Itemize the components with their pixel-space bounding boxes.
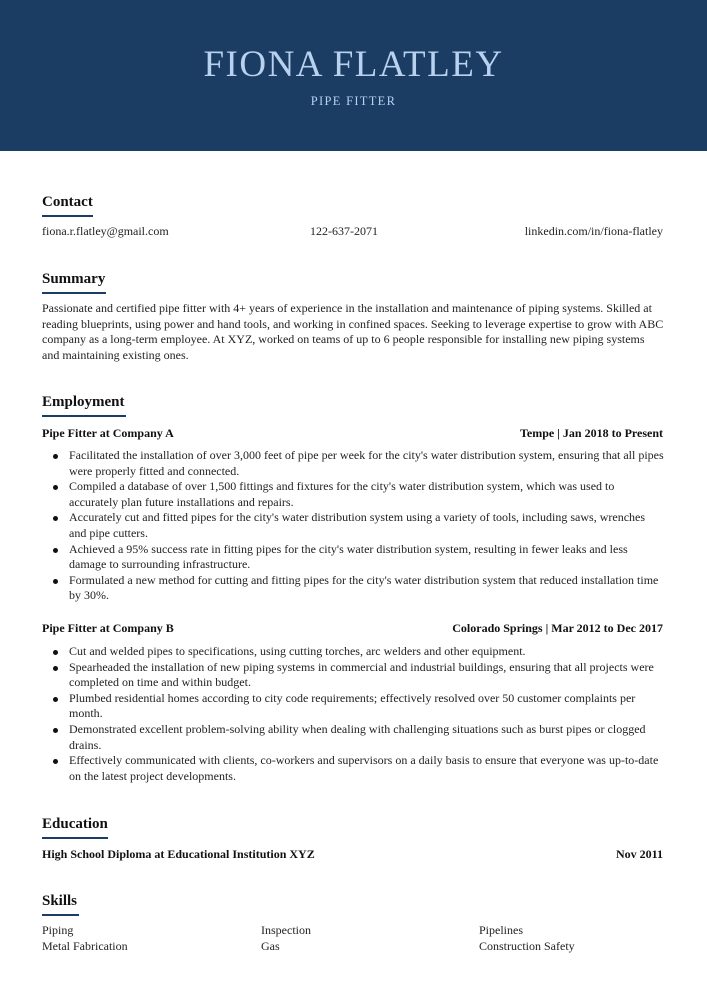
job-bullets-company-b xyxy=(42,644,664,784)
candidate-name: FIONA FLATLEY xyxy=(203,44,504,85)
section-title-summary: Summary xyxy=(42,270,106,294)
skill-item: Piping xyxy=(42,923,74,937)
list-item: Effectively communicated with clients, co-workers and supervisors on a daily basis to ensure that everyone was up-to-date on the latest project developments. xyxy=(42,753,664,784)
section-title-employment: Employment xyxy=(42,393,126,417)
list-item: Plumbed residential homes according to city code requirements; effectively resolved over 50 customer complaints per month. xyxy=(42,691,664,722)
section-underline xyxy=(42,215,93,217)
skill-item: Metal Fabrication xyxy=(42,939,128,953)
job-title-company-b: Pipe Fitter at Company B xyxy=(42,621,174,635)
job-title-company-a: Pipe Fitter at Company A xyxy=(42,426,174,440)
contact-email[interactable]: fiona.r.flatley@gmail.com xyxy=(42,224,169,238)
bullet-icon xyxy=(53,516,58,521)
list-item: Demonstrated excellent problem-solving ability when dealing with challenging situations such as burst pipes or clogged drains. xyxy=(42,722,664,753)
skill-item: Pipelines xyxy=(479,923,523,937)
job-meta-company-a: Tempe | Jan 2018 to Present xyxy=(520,426,663,440)
section-title-contact: Contact xyxy=(42,193,93,217)
list-item: Facilitated the installation of over 3,000 feet of pipe per week for the city's water distribution system, ensuring that all pipes were properly fitted and connected. xyxy=(42,448,664,479)
bullet-icon xyxy=(53,579,58,584)
list-item: Spearheaded the installation of new piping systems in commercial and industrial buildings, ensuring that all projects were completed on time and within budget. xyxy=(42,660,664,691)
education-date: Nov 2011 xyxy=(615,847,663,861)
bullet-icon xyxy=(53,759,58,764)
skill-item: Construction Safety xyxy=(479,939,575,953)
bullet-icon xyxy=(53,697,58,702)
section-title-skills: Skills xyxy=(42,892,79,916)
bullet-icon xyxy=(53,485,58,490)
candidate-role: PIPE FITTER xyxy=(310,94,397,108)
bullet-icon xyxy=(53,650,58,655)
list-item: Achieved a 95% success rate in fitting pipes for the city's water distribution system, resulting in fewer leaks and less damage to surrounding infrastructure. xyxy=(42,542,664,573)
bullet-icon xyxy=(53,728,58,733)
resume-header xyxy=(0,0,707,151)
list-item: Accurately cut and fitted pipes for the city's water distribution system using a variety of tools, including saws, wrenches and pipe cutters. xyxy=(42,510,664,541)
job-bullets-company-a xyxy=(42,448,664,604)
section-underline xyxy=(42,292,106,294)
skill-item: Gas xyxy=(261,939,280,953)
contact-linkedin[interactable]: linkedin.com/in/fiona-flatley xyxy=(524,224,663,238)
skill-item: Inspection xyxy=(261,923,311,937)
education-degree: High School Diploma at Educational Institution XYZ xyxy=(42,847,315,861)
section-underline xyxy=(42,837,108,839)
bullet-icon xyxy=(53,548,58,553)
section-title-education: Education xyxy=(42,815,108,839)
section-underline xyxy=(42,415,126,417)
list-item: Compiled a database of over 1,500 fittings and fixtures for the city's water distribution system, which was used to accurately plan future installations and repairs. xyxy=(42,479,664,510)
contact-phone[interactable]: 122-637-2071 xyxy=(310,224,378,238)
list-item: Formulated a new method for cutting and fitting pipes for the city's water distribution system that reduced installation time by 30%. xyxy=(42,573,664,604)
section-underline xyxy=(42,914,79,916)
bullet-icon xyxy=(53,666,58,671)
summary-text: Passionate and certified pipe fitter with 4+ years of experience in the installation and maintenance of piping systems. Skilled at reading blueprints, using power and hand tools, and working in confined spaces. Seeking to leverage expertise to grow with ABC company as a long-term employee. At XYZ, worked on teams of up to 6 people responsible for installing new piping systems and maintaining existing ones. xyxy=(42,301,664,362)
bullet-icon xyxy=(53,454,58,459)
job-meta-company-b: Colorado Springs | Mar 2012 to Dec 2017 xyxy=(452,621,663,635)
list-item: Cut and welded pipes to specifications, using cutting torches, arc welders and other equipment. xyxy=(42,644,664,660)
